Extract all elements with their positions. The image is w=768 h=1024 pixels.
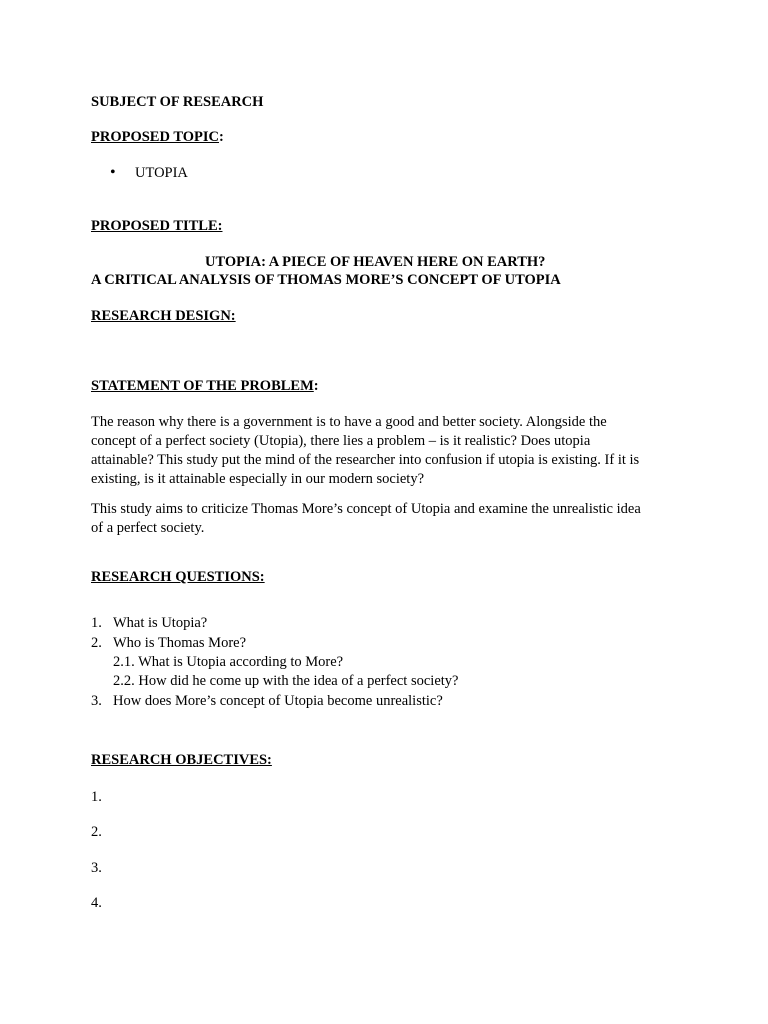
research-questions-heading bbox=[91, 568, 671, 587]
question-2-1: 2.1. What is Utopia according to More? bbox=[113, 654, 344, 670]
question-2: Who is Thomas More? bbox=[113, 635, 247, 651]
objective-1: 1. bbox=[91, 789, 102, 805]
question-3-number: 3. bbox=[91, 693, 102, 709]
problem-p1-line-2: concept of a perfect society (Utopia), there lies a problem – is it realistic? Does utopia bbox=[91, 433, 591, 449]
problem-p2-line-2: of a perfect society. bbox=[91, 520, 205, 536]
problem-paragraph-2 bbox=[91, 500, 671, 538]
proposed-topic-label: PROPOSED TOPIC bbox=[91, 129, 219, 145]
bullet-icon: • bbox=[110, 164, 116, 181]
problem-p1-line-4: existing, is it attainable especially in our modern society? bbox=[91, 471, 425, 487]
research-objectives-heading bbox=[91, 751, 671, 770]
problem-label: STATEMENT OF THE PROBLEM bbox=[91, 378, 314, 394]
objective-3: 3. bbox=[91, 860, 102, 876]
proposed-topic-heading bbox=[91, 128, 671, 147]
problem-p2-line-1: This study aims to criticize Thomas More’s concept of Utopia and examine the unrealistic idea bbox=[91, 501, 641, 517]
research-questions-label: RESEARCH QUESTIONS: bbox=[91, 569, 265, 585]
problem-colon: : bbox=[313, 378, 319, 394]
objective-2: 2. bbox=[91, 824, 102, 840]
problem-paragraph-1 bbox=[91, 413, 671, 489]
research-design-label: RESEARCH DESIGN: bbox=[91, 308, 236, 324]
problem-p1-line-3: attainable? This study put the mind of the researcher into confusion if utopia is existing. If it is bbox=[91, 452, 640, 468]
question-2-2: 2.2. How did he come up with the idea of a perfect society? bbox=[113, 673, 459, 689]
title-line-2: A CRITICAL ANALYSIS OF THOMAS MORE’S CONCEPT OF UTOPIA bbox=[91, 272, 561, 288]
objective-4: 4. bbox=[91, 895, 102, 911]
proposed-title-heading bbox=[91, 217, 671, 236]
research-design-heading bbox=[91, 307, 671, 326]
problem-heading bbox=[91, 377, 671, 396]
subject-heading: SUBJECT OF RESEARCH bbox=[91, 94, 264, 110]
question-3: How does More’s concept of Utopia become unrealistic? bbox=[113, 693, 443, 709]
topic-item: UTOPIA bbox=[135, 165, 188, 181]
proposed-title-label: PROPOSED TITLE: bbox=[91, 218, 223, 234]
question-1-number: 1. bbox=[91, 615, 102, 631]
question-1: What is Utopia? bbox=[113, 615, 208, 631]
research-objectives-label: RESEARCH OBJECTIVES: bbox=[91, 752, 272, 768]
question-2-number: 2. bbox=[91, 635, 102, 651]
title-line-1: UTOPIA: A PIECE OF HEAVEN HERE ON EARTH? bbox=[205, 254, 546, 270]
proposed-topic-colon: : bbox=[218, 129, 224, 145]
problem-p1-line-1: The reason why there is a government is to have a good and better society. Alongside the bbox=[91, 414, 607, 430]
